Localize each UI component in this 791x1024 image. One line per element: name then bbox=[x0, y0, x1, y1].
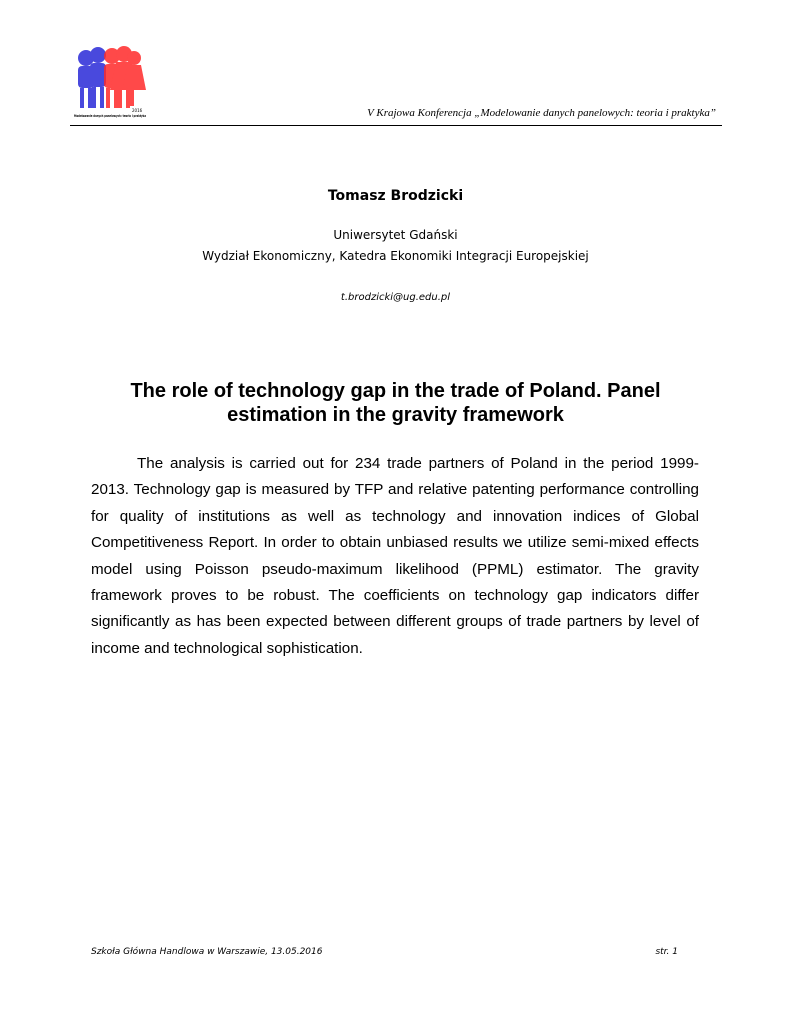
footer-page-number: str. 1 bbox=[655, 947, 678, 957]
author-department: Wydział Ekonomiczny, Katedra Ekonomiki Integracji Europejskiej bbox=[202, 249, 589, 263]
logo-caption: Modelowanie danych panelowych: teoria i praktyka bbox=[74, 114, 147, 118]
author-name: Tomasz Brodzicki bbox=[327, 188, 464, 204]
paper-title: The role of technology gap in the trade of Poland. Panel estimation in the gravity framework bbox=[130, 380, 661, 426]
conference-logo-graphic bbox=[72, 44, 150, 118]
author-email: t.brodzicki@ug.edu.pl bbox=[340, 292, 451, 303]
header-divider bbox=[70, 125, 722, 126]
conference-header: V Krajowa Konferencja „Modelowanie danych panelowych: teoria i praktyka” bbox=[367, 107, 716, 119]
footer-venue: Szkoła Główna Handlowa w Warszawie, 13.05.2016 bbox=[91, 947, 323, 957]
conference-logo bbox=[72, 44, 150, 118]
paper-abstract: The analysis is carried out for 234 trade partners of Poland in the period 1999-2013. Technology gap is measured by TFP and relative patenting performance controlling for quality of institutions as well as technology and innovation indices of Global Competitiveness Report. In order to obtain unbiased results we utilize semi-mixed effects model using Poisson pseudo-maximum likelihood (PPML) estimator. The gravity framework proves to be robust. The coefficients on technology gap indicators differ significantly as has been expected between different groups of trade partners by level of income and technological sophistication. bbox=[91, 455, 699, 657]
logo-year: 2016 bbox=[132, 108, 143, 113]
author-university: Uniwersytet Gdański bbox=[333, 228, 458, 242]
